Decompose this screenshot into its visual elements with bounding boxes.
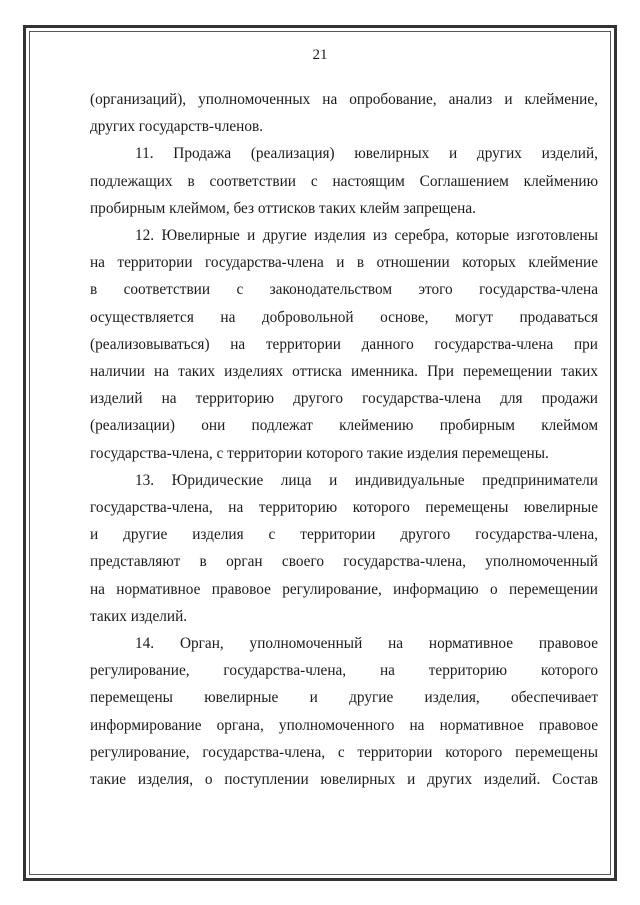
text-line: в соответствии с законодательством этого государства-члена xyxy=(90,281,598,299)
text-line: на территории государства-члена и в отношении которых клеймение xyxy=(90,254,598,272)
text-line: и другие изделия с территории другого государства-члена, xyxy=(90,526,598,544)
text-line: перемещены ювелирные и другие изделия, обеспечивает xyxy=(90,689,598,707)
text-line: 11. Продажа (реализация) ювелирных и других изделий, xyxy=(135,145,598,163)
text-line: осуществляется на добровольной основе, могут продаваться xyxy=(90,308,598,326)
text-line: 14. Орган, уполномоченный на нормативное правовое xyxy=(135,635,598,653)
text-line: государства-члена, на территорию которого перемещены ювелирные xyxy=(90,499,598,517)
text-line: представляют в орган своего государства-члена, уполномоченный xyxy=(90,553,598,571)
text-line: государства-члена, с территории которого такие изделия перемещены. xyxy=(90,444,549,462)
text-line: наличии на таких изделиях оттиска именника. При перемещении таких xyxy=(90,363,598,381)
paragraph-13 xyxy=(90,467,598,630)
document-body xyxy=(90,86,598,793)
text-line: изделий на территорию другого государства-члена для продажи xyxy=(90,390,598,408)
text-line: 13. Юридические лица и индивидуальные предприниматели xyxy=(135,471,598,489)
text-line: регулирование, государства-члена, на территорию которого xyxy=(90,662,598,680)
text-line: таких изделий. xyxy=(90,607,188,625)
paragraph-12 xyxy=(90,222,598,467)
paragraph-14 xyxy=(90,630,598,793)
text-line: 12. Ювелирные и другие изделия из серебра, которые изготовлены xyxy=(135,227,598,245)
text-line: (организаций), уполномоченных на опробование, анализ и клеймение, xyxy=(90,91,598,108)
text-line: информирование органа, уполномоченного на нормативное правовое xyxy=(90,716,598,734)
text-line: (реализовываться) на территории данного государства-члена при xyxy=(90,335,598,353)
text-line: регулирование, государства-члена, с территории которого перемещены xyxy=(90,743,598,761)
text-line: других государств-членов. xyxy=(90,118,264,136)
paragraph-continuation xyxy=(90,86,598,140)
text-line: такие изделия, о поступлении ювелирных и других изделий. Состав xyxy=(90,771,598,789)
text-line: подлежащих в соответствии с настоящим Соглашением клеймению xyxy=(90,172,598,190)
text-line: (реализации) они подлежат клеймению пробирным клеймом xyxy=(90,417,598,435)
paragraph-11 xyxy=(90,140,598,222)
text-line: на нормативное правовое регулирование, информацию о перемещении xyxy=(90,580,598,598)
text-line: пробирным клеймом, без оттисков таких клейм запрещена. xyxy=(90,199,476,217)
page-number: 21 xyxy=(312,47,328,63)
